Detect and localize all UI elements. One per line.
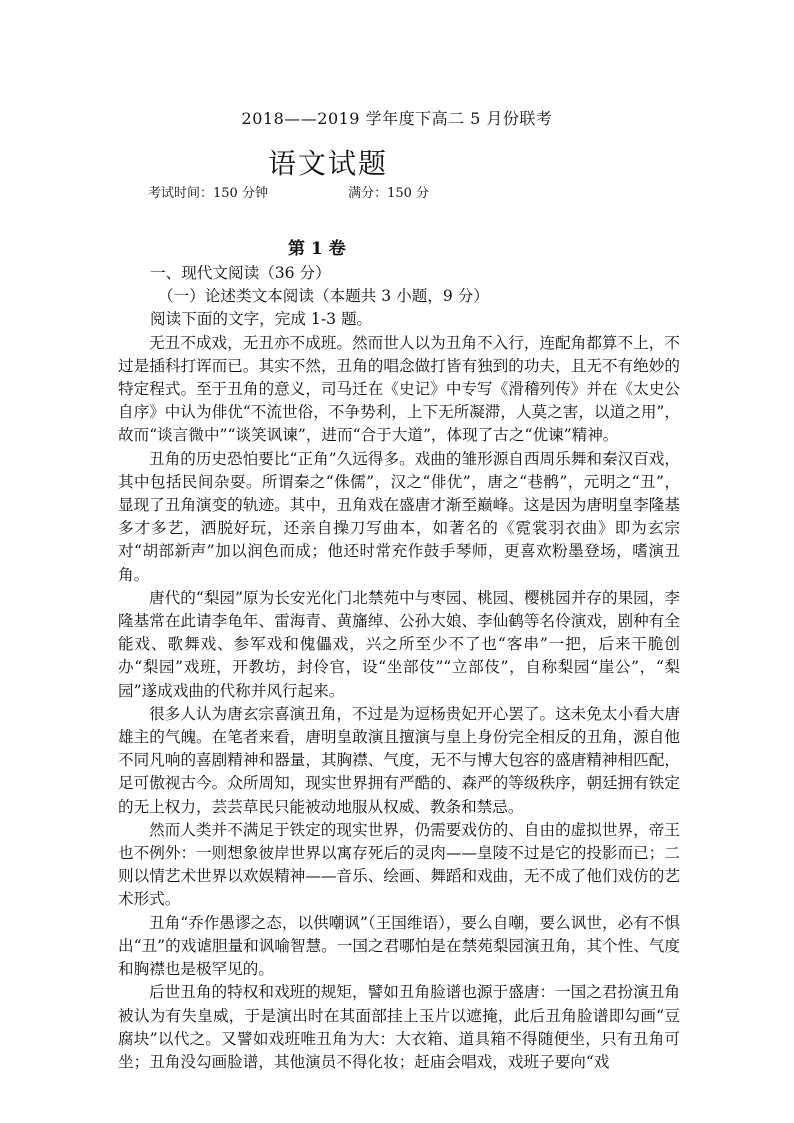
paragraph: 唐代的“梨园”原为长安光化门北禁苑中与枣园、桃园、樱桃园并存的果园，李隆基常在此请李龟年、雷海青、黄旛绰、公孙大娘、李仙鹤等名伶演戏，剧种有全能戏、歌舞戏、参军戏和傀儡戏，兴之所至少不了也“客串”一把，后来干脆创办“梨园”戏班，开教坊，封伶官，设“坐部伎”“立部伎”，自称梨园“崖公”，“梨园”遂成戏曲的代称并风行起来。	[118, 588, 680, 700]
paragraph: 无丑不成戏，无丑亦不成班。然而世人以为丑角不入行，连配角都算不上，不过是插科打诨而已。其实不然，丑角的唱念做打皆有独到的功夫，且无不有绝妙的特定程式。至于丑角的意义，司马迁在《史记》中专写《滑稽列传》并在《太史公自序》中认为俳优“不流世俗，不争势利，上下无所凝滞，人莫之害，以道之用”，故而“谈言微中”“谈笑讽谏”，进而“合于大道”，体现了古之“优谏”精神。	[118, 333, 680, 445]
paragraph: 丑角的历史恐怕要比“正角”久远得多。戏曲的雏形源自西周乐舞和秦汉百戏，其中包括民间杂耍。所谓秦之“侏儒”，汉之“俳优”，唐之“巷鹘”，元明之“丑”，显现了丑角演变的轨迹。其中，丑角戏在盛唐才渐至巅峰。这是因为唐明皇李隆基多才多艺，洒脱好玩，还亲自操刀写曲本，如著名的《霓裳羽衣曲》即为玄宗对“胡部新声”加以润色而成；他还时常充作鼓手琴师，更喜欢粉墨登场，嗜演丑角。	[118, 449, 680, 584]
reading-instruction: 阅读下面的文字，完成 1-3 题。	[150, 310, 373, 329]
paragraph: 后世丑角的特权和戏班的规矩，譬如丑角脸谱也源于盛唐：一国之君扮演丑角被认为有失皇威，于是演出时在其面部挂上玉片以遮掩，此后丑角脸谱即勾画“豆腐块”以代之。又譬如戏班唯丑角为大：大衣箱、道具箱不得随便坐，只有丑角可坐；丑角没勾画脸谱，其他演员不得化妆；赶庙会唱戏，戏班子要向“戏	[118, 983, 680, 1071]
exam-header: 2018——2019 学年度下高二 5 月份联考	[241, 109, 553, 128]
exam-info	[148, 182, 429, 201]
paragraph: 很多人认为唐玄宗喜演丑角，不过是为逗杨贵妃开心罢了。这未免太小看大唐雄主的气魄。在笔者来看，唐明皇敢演且擅演与皇上身份完全相反的丑角，源自他不同凡响的喜剧精神和器量，其胸襟、气度，无不与博大包容的盛唐精神相匹配，足可傲视古今。众所周知，现实世界拥有严酷的、森严的等级秩序，朝廷拥有铁定的无上权力，芸芸草民只能被动地服从权威、教条和禁忌。	[118, 704, 680, 816]
subsection-title: （一）论述类文本阅读（本题共 3 小题，9 分）	[158, 287, 489, 306]
reading-content	[118, 262, 680, 1074]
subject-title: 语文试题	[268, 147, 389, 180]
section-title: 一、现代文阅读（36 分）	[150, 264, 331, 282]
paragraph: 丑角“乔作愚谬之态，以供嘲讽”（王国维语），要么自嘲，要么讽世，必有不惧出“丑”的戏谑胆量和讽喻智慧。一国之君哪怕是在禁苑梨园演丑角，其个性、气度和胸襟也是极罕见的。	[118, 913, 680, 979]
exam-score: 满分：150 分	[348, 186, 430, 201]
volume-title: 第 1 卷	[288, 239, 346, 259]
paragraph: 然而人类并不满足于铁定的现实世界，仍需要戏仿的、自由的虚拟世界，帝王也不例外：一则想象彼岸世界以寓存死后的灵肉——皇陵不过是它的投影而已；二则以情艺术世界以欢娱精神——音乐、绘画、舞蹈和戏曲，无不成了他们戏仿的艺术形式。	[118, 820, 680, 909]
exam-time: 考试时间：150 分钟	[148, 186, 268, 201]
